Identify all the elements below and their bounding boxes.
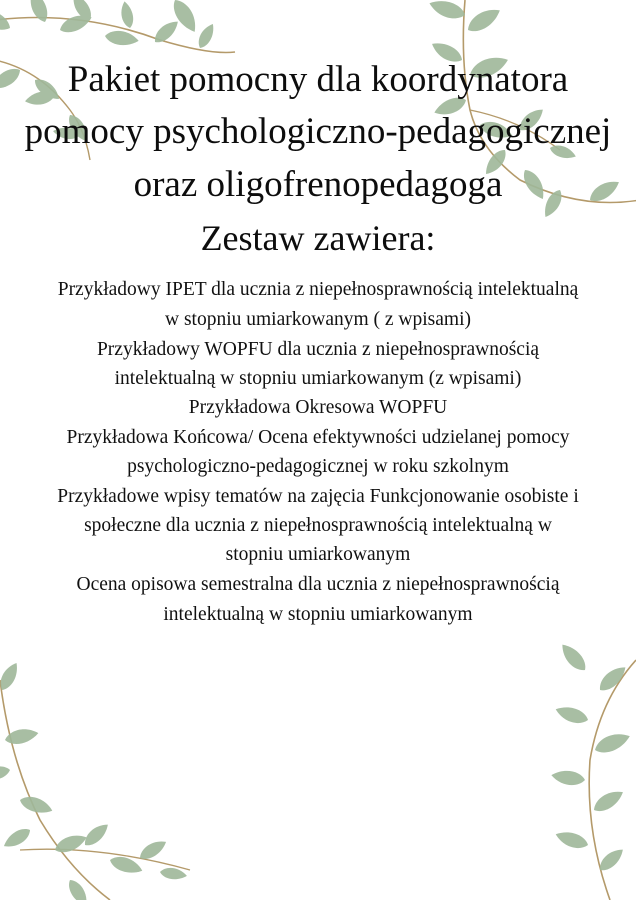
item-6-line-2: intelektualną w stopniu umiarkowanym xyxy=(163,604,473,625)
item-4-line-1: Przykładowa Końcowa/ Ocena efektywności udzielanej pomocy xyxy=(66,427,570,448)
item-2-line-2: intelektualną w stopniu umiarkowanym (z wpisami) xyxy=(114,368,522,389)
item-5-line-2: społeczne dla ucznia z niepełnosprawnością intelektualną w xyxy=(84,515,552,536)
item-1-line-1: Przykładowy IPET dla ucznia z niepełnosprawnością intelektualną xyxy=(57,279,579,300)
item-1-line-2: w stopniu umiarkowanym ( z wpisami) xyxy=(165,309,471,330)
item-5-line-1: Przykładowe wpisy tematów na zajęcia Funkcjonowanie osobiste i xyxy=(57,486,579,507)
contents-heading: Zestaw zawiera: xyxy=(200,218,436,258)
item-5-line-3: stopniu umiarkowanym xyxy=(225,544,411,565)
item-6-line-1: Ocena opisowa semestralna dla ucznia z niepełnosprawnością xyxy=(76,574,560,595)
item-3-line-1: Przykładowa Okresowa WOPFU xyxy=(188,397,448,418)
item-2-line-1: Przykładowy WOPFU dla ucznia z niepełnosprawnością xyxy=(96,339,540,360)
title-line-3: oraz oligofrenopedagoga xyxy=(133,164,503,205)
item-4-line-2: psychologiczno-pedagogicznej w roku szkolnym xyxy=(127,456,509,477)
title-line-1: Pakiet pomocny dla koordynatora xyxy=(67,59,569,100)
title-line-2: pomocy psychologiczno-pedagogicznej xyxy=(24,111,612,152)
